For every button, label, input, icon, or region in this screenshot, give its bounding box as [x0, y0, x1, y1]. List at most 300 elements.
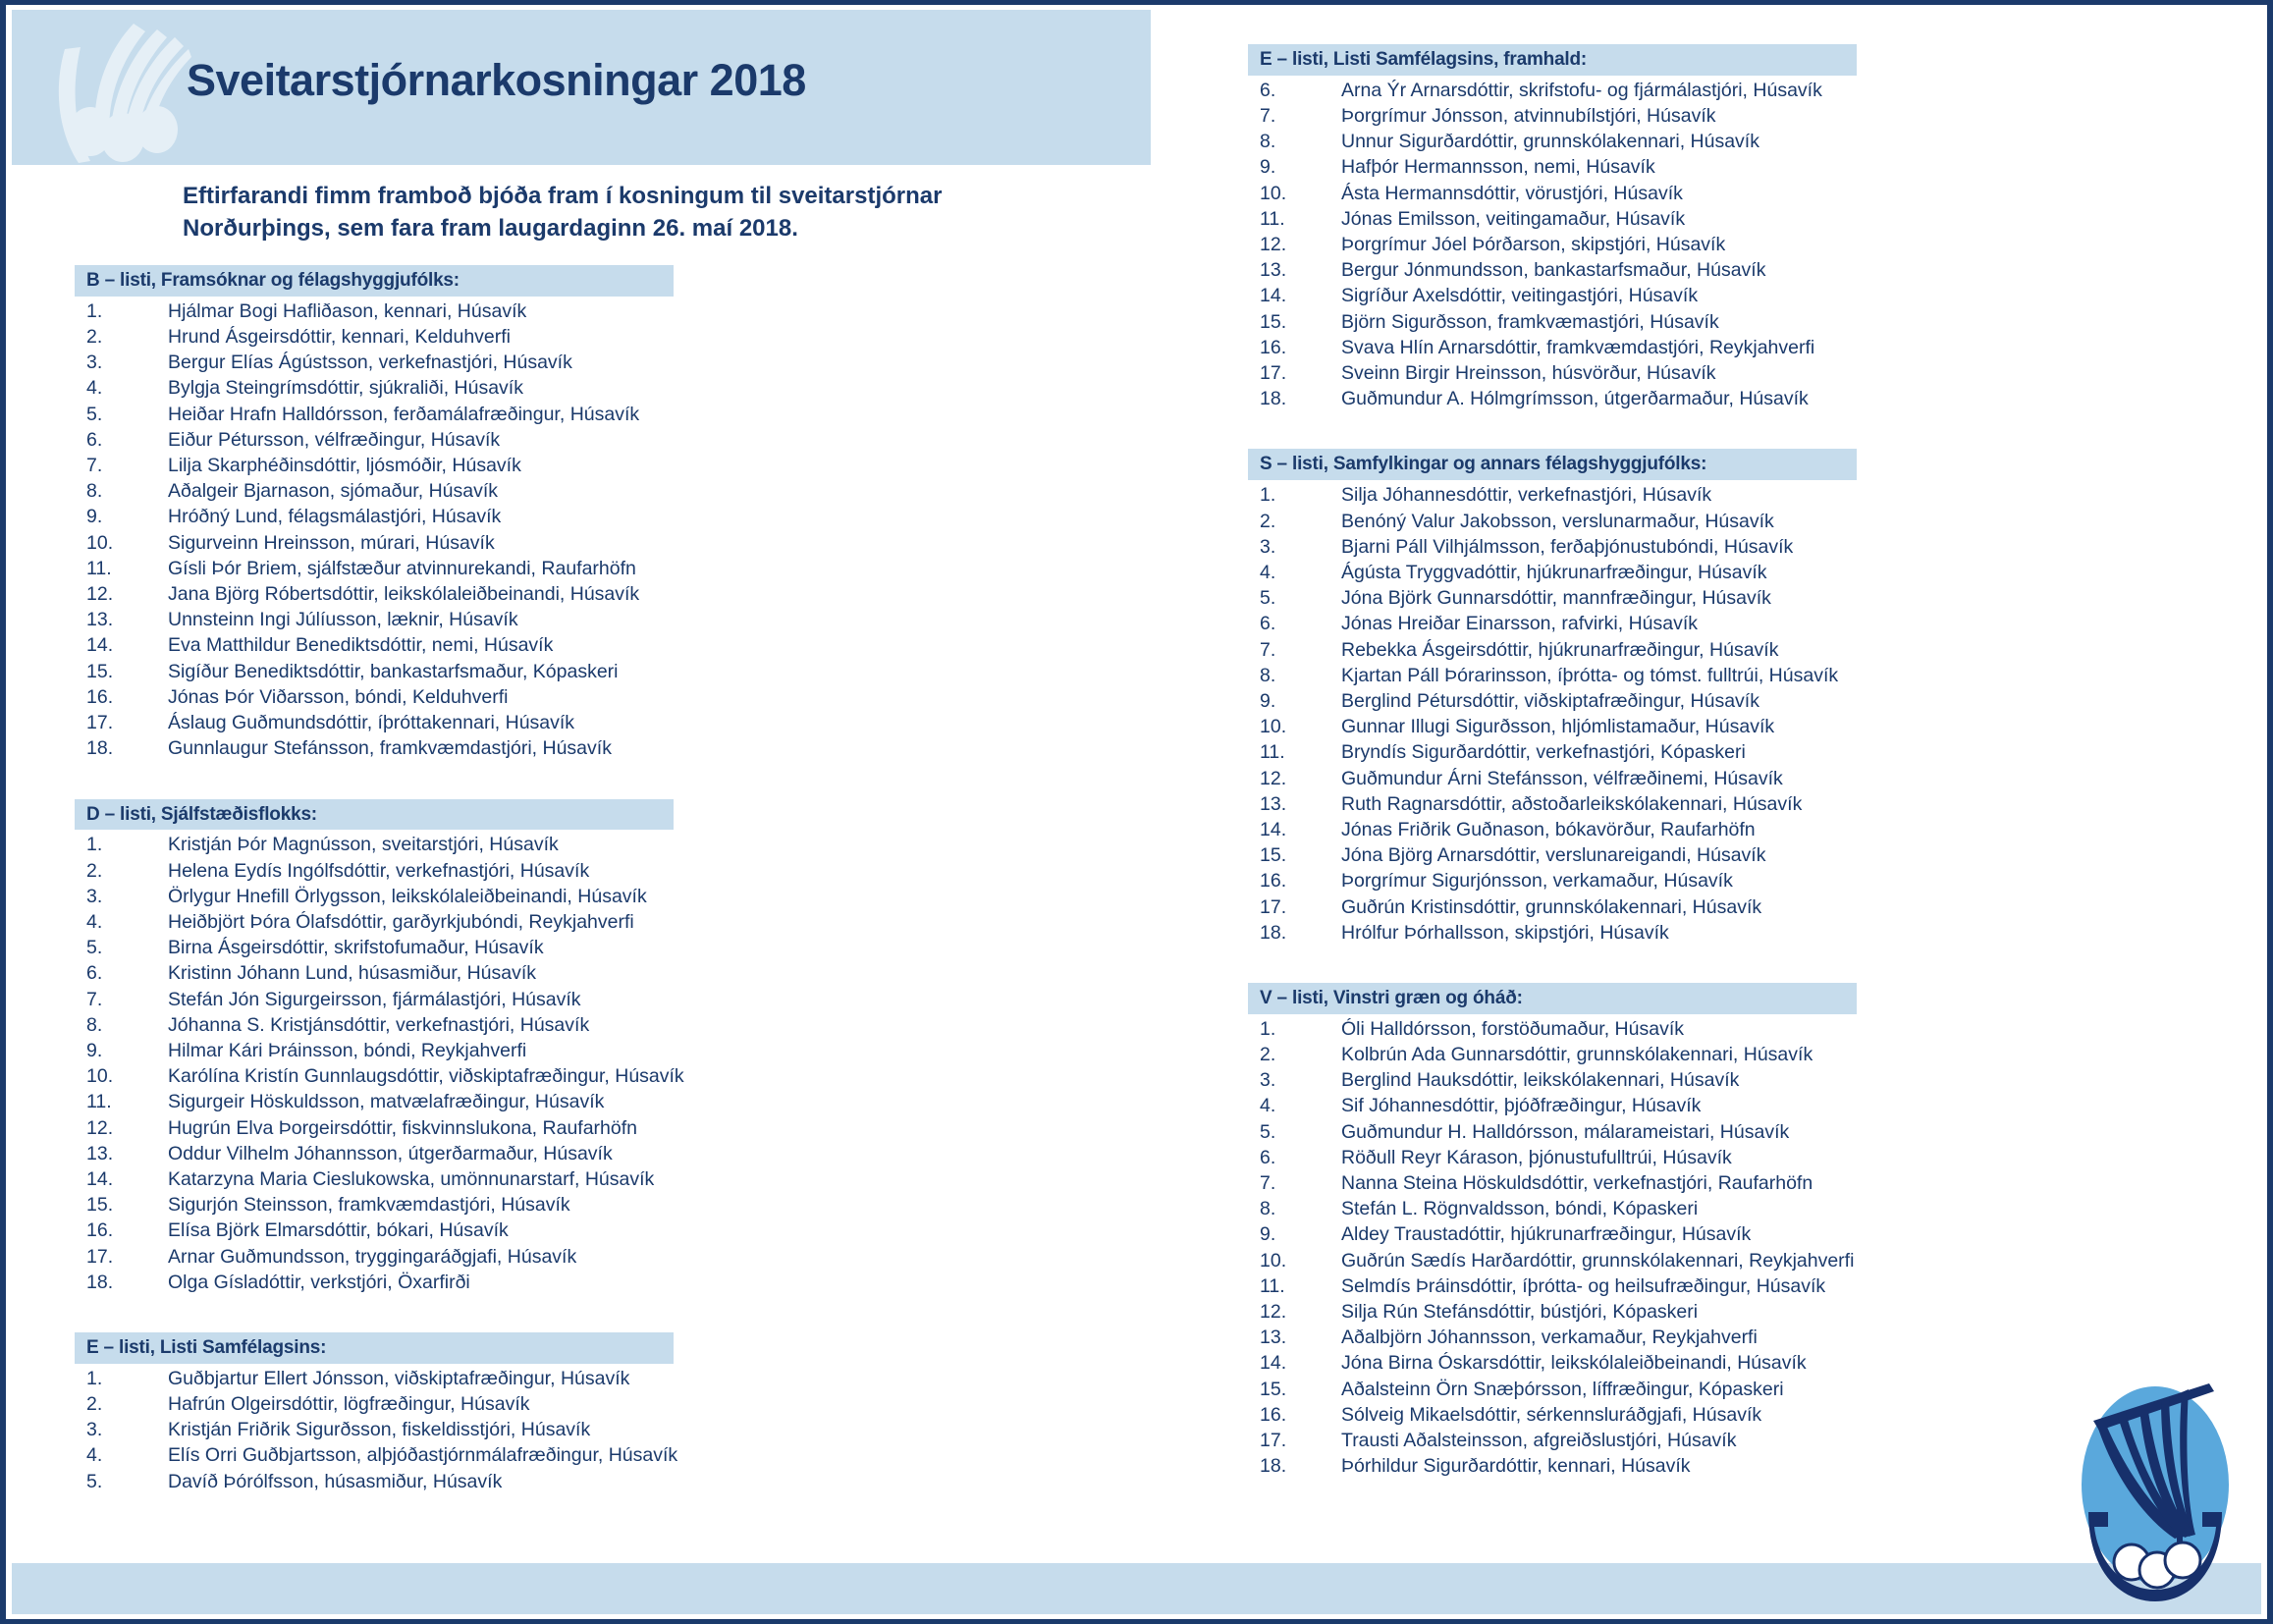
candidate-row [1248, 181, 1994, 206]
candidate-number: 16. [1260, 870, 1287, 893]
candidate-number: 15. [1260, 310, 1287, 333]
list-block-s [1248, 449, 1994, 946]
candidate-name: Guðrún Kristinsdóttir, grunnskólakennari, Húsavík [1341, 895, 1762, 918]
candidate-name: Bergur Jónmundsson, bankastarfsmaður, Húsavík [1341, 259, 1766, 282]
candidate-number: 2. [1260, 1044, 1276, 1066]
candidate-number: 7. [1260, 105, 1276, 128]
candidate-name: Kristján Þór Magnússon, sveitarstjóri, Húsavík [168, 834, 559, 856]
candidate-row [75, 632, 762, 658]
nordurthing-ship-emblem [2067, 1362, 2244, 1607]
candidate-number: 2. [1260, 510, 1276, 532]
candidate-number: 2. [86, 859, 103, 882]
candidate-number: 6. [1260, 79, 1276, 101]
candidate-list-v [1248, 1014, 1994, 1480]
candidate-row [1248, 154, 1994, 180]
candidate-number: 9. [1260, 1223, 1276, 1246]
intro-line-1: Eftirfarandi fimm framboð bjóða fram í kosningum til sveitarstjórnar [183, 183, 943, 209]
candidate-row [1248, 663, 1994, 688]
candidate-name: Elís Orri Guðbjartsson, alþjóðastjórnmálafræðingur, Húsavík [168, 1444, 678, 1467]
candidate-number: 10. [1260, 182, 1287, 204]
candidate-name: Ágústa Tryggvadóttir, hjúkrunarfræðingur, Húsavík [1341, 561, 1767, 583]
spacer-s-v [1248, 957, 1994, 983]
candidate-number: 10. [86, 1065, 114, 1088]
candidate-name: Berglind Hauksdóttir, leikskólakennari, Húsavík [1341, 1069, 1740, 1092]
candidate-row [75, 427, 762, 453]
candidate-number: 17. [1260, 895, 1287, 918]
candidate-number: 9. [86, 1039, 103, 1061]
candidate-row [75, 909, 762, 935]
candidate-row [75, 1166, 762, 1192]
candidate-row [75, 684, 762, 710]
candidate-name: Jóhanna S. Kristjánsdóttir, verkefnastjóri, Húsavík [168, 1013, 590, 1036]
candidate-name: Rebekka Ásgeirsdóttir, hjúkrunarfræðingur, Húsavík [1341, 638, 1779, 661]
candidate-number: 6. [1260, 613, 1276, 635]
candidate-row [75, 1244, 762, 1270]
nordurthing-ship-logo-watermark [20, 10, 191, 165]
candidate-row [1248, 1350, 1994, 1376]
candidate-number: 7. [1260, 638, 1276, 661]
candidate-name: Silja Rún Stefánsdóttir, bústjóri, Kópaskeri [1341, 1301, 1699, 1324]
candidate-number: 3. [86, 1419, 103, 1441]
candidate-name: Jóna Birna Óskarsdóttir, leikskólaleiðbeinandi, Húsavík [1341, 1352, 1807, 1375]
candidate-number: 1. [86, 834, 103, 856]
candidate-row [1248, 103, 1994, 129]
candidate-row [75, 607, 762, 632]
candidate-name: Kristján Friðrik Sigurðsson, fiskeldisstjóri, Húsavík [168, 1419, 591, 1441]
candidate-row [1248, 129, 1994, 154]
candidate-name: Aðalgeir Bjarnason, sjómaður, Húsavík [168, 480, 499, 503]
candidate-row [1248, 688, 1994, 714]
candidate-name: Þórhildur Sigurðardóttir, kennari, Húsavík [1341, 1455, 1691, 1478]
candidate-row [75, 1141, 762, 1166]
candidate-row [1248, 1170, 1994, 1196]
candidate-number: 7. [86, 455, 103, 477]
candidate-name: Svava Hlín Arnarsdóttir, framkvæmdastjóri, Reykjahverfi [1341, 336, 1815, 358]
candidate-row [1248, 360, 1994, 386]
candidate-number: 17. [1260, 362, 1287, 385]
candidate-row [1248, 1453, 1994, 1479]
candidate-name: Davíð Þórólfsson, húsasmiður, Húsavík [168, 1470, 503, 1492]
candidate-name: Heiðbjört Þóra Ólafsdóttir, garðyrkjubóndi, Reykjahverfi [168, 910, 634, 933]
candidate-name: Eva Matthildur Benediktsdóttir, nemi, Húsavík [168, 634, 554, 657]
candidate-number: 3. [1260, 1069, 1276, 1092]
candidate-row [1248, 283, 1994, 308]
candidate-number: 16. [86, 685, 114, 708]
candidate-number: 12. [86, 1116, 114, 1139]
candidate-name: Guðrún Sædís Harðardóttir, grunnskólakennari, Reykjahverfi [1341, 1249, 1855, 1272]
candidate-row [1248, 739, 1994, 765]
page-title: Sveitarstjórnarkosningar 2018 [187, 55, 806, 105]
candidate-name: Olga Gísladóttir, verkstjóri, Öxarfirði [168, 1271, 470, 1293]
candidate-row [1248, 309, 1994, 335]
candidate-number: 13. [1260, 1326, 1287, 1349]
candidate-row [1248, 1299, 1994, 1325]
candidate-name: Hróðný Lund, félagsmálastjóri, Húsavík [168, 506, 502, 528]
candidate-number: 4. [1260, 1095, 1276, 1117]
candidate-name: Bylgja Steingrímsdóttir, sjúkraliði, Húsavík [168, 377, 523, 400]
candidate-number: 18. [86, 1271, 114, 1293]
candidate-name: Stefán Jón Sigurgeirsson, fjármálastjóri, Húsavík [168, 988, 581, 1010]
candidate-row [1248, 1145, 1994, 1170]
candidate-row [1248, 1093, 1994, 1118]
candidate-number: 5. [86, 403, 103, 425]
candidate-name: Röðull Reyr Kárason, þjónustufulltrúi, Húsavík [1341, 1146, 1732, 1168]
candidate-number: 1. [1260, 1017, 1276, 1040]
candidate-name: Aðalbjörn Jóhannsson, verkamaður, Reykjahverfi [1341, 1326, 1758, 1349]
candidate-row [1248, 920, 1994, 946]
candidate-name: Gísli Þór Briem, sjálfstæður atvinnurekandi, Raufarhöfn [168, 557, 636, 579]
candidate-name: Kolbrún Ada Gunnarsdóttir, grunnskólakennari, Húsavík [1341, 1044, 1813, 1066]
candidate-name: Unnur Sigurðardóttir, grunnskólakennari, Húsavík [1341, 131, 1759, 153]
candidate-name: Arnar Guðmundsson, tryggingaráðgjafi, Húsavík [168, 1245, 577, 1268]
candidate-number: 13. [86, 1142, 114, 1164]
list-header-d: D – listi, Sjálfstæðisflokks: [75, 799, 674, 831]
candidate-name: Bryndís Sigurðardóttir, verkefnastjóri, Kópaskeri [1341, 741, 1746, 764]
candidate-list-s [1248, 480, 1994, 946]
candidate-number: 11. [86, 557, 112, 579]
candidate-number: 1. [1260, 484, 1276, 507]
candidate-row [75, 581, 762, 607]
candidate-name: Guðmundur Árni Stefánsson, vélfræðinemi, Húsavík [1341, 767, 1783, 789]
candidate-number: 16. [1260, 336, 1287, 358]
list-block-v [1248, 983, 1994, 1480]
candidate-row [75, 453, 762, 478]
list-header-e: E – listi, Listi Samfélagsins: [75, 1332, 674, 1364]
candidate-row [75, 987, 762, 1012]
candidate-row [75, 1063, 762, 1089]
header-band [12, 10, 1151, 165]
candidate-row [75, 659, 762, 684]
candidate-number: 17. [86, 712, 114, 734]
candidate-row [75, 556, 762, 581]
spacer-b-d [75, 774, 762, 799]
candidate-row [75, 530, 762, 556]
candidate-name: Birna Ásgeirsdóttir, skrifstofumaður, Húsavík [168, 937, 544, 959]
candidate-name: Þorgrímur Jóel Þórðarson, skipstjóri, Húsavík [1341, 234, 1726, 256]
right-column [1248, 44, 1994, 1490]
candidate-row [1248, 232, 1994, 257]
left-column [75, 265, 762, 1506]
candidate-name: Aldey Traustadóttir, hjúkrunarfræðingur, Húsavík [1341, 1223, 1752, 1246]
candidate-name: Nanna Steina Höskuldsdóttir, verkefnastjóri, Raufarhöfn [1341, 1172, 1813, 1195]
candidate-number: 8. [1260, 131, 1276, 153]
candidate-name: Hrólfur Þórhallsson, skipstjóri, Húsavík [1341, 921, 1669, 944]
candidate-name: Sigurjón Steinsson, framkvæmdastjóri, Húsavík [168, 1194, 570, 1217]
candidate-name: Jónas Hreiðar Einarsson, rafvirki, Húsavík [1341, 613, 1699, 635]
candidate-name: Sigurgeir Höskuldsson, matvælafræðingur, Húsavík [168, 1091, 605, 1113]
intro-line-2: Norðurþings, sem fara fram laugardaginn 26. maí 2018. [183, 215, 798, 243]
candidate-row [75, 350, 762, 375]
candidate-number: 14. [86, 634, 114, 657]
candidate-name: Bjarni Páll Vilhjálmsson, ferðaþjónustubóndi, Húsavík [1341, 535, 1794, 558]
candidate-row [75, 1038, 762, 1063]
candidate-number: 15. [1260, 1378, 1287, 1400]
candidate-row [1248, 714, 1994, 739]
candidate-row [75, 1391, 762, 1417]
candidate-number: 10. [1260, 716, 1287, 738]
candidate-name: Hugrún Elva Þorgeirsdóttir, fiskvinnslukona, Raufarhöfn [168, 1116, 637, 1139]
candidate-row [1248, 842, 1994, 868]
candidate-row [75, 478, 762, 504]
candidate-row [1248, 1273, 1994, 1299]
candidate-number: 15. [86, 1194, 114, 1217]
candidate-row [75, 1417, 762, 1442]
list-header-s: S – listi, Samfylkingar og annars félagshyggjufólks: [1248, 449, 1857, 480]
candidate-number: 17. [86, 1245, 114, 1268]
intro-paragraph [183, 180, 988, 244]
candidate-number: 5. [1260, 1120, 1276, 1143]
candidate-row [75, 710, 762, 735]
candidate-name: Jóna Björg Arnarsdóttir, verslunareigandi, Húsavík [1341, 844, 1766, 867]
candidate-row [1248, 386, 1994, 411]
candidate-row [1248, 817, 1994, 842]
candidate-name: Þorgrímur Jónsson, atvinnubílstjóri, Húsavík [1341, 105, 1716, 128]
candidate-row [1248, 585, 1994, 611]
candidate-name: Jónas Þór Viðarsson, bóndi, Kelduhverfi [168, 685, 509, 708]
candidate-name: Sif Jóhannesdóttir, þjóðfræðingur, Húsavík [1341, 1095, 1702, 1117]
list-block-e [75, 1332, 762, 1494]
candidate-row [1248, 1377, 1994, 1402]
candidate-row [1248, 560, 1994, 585]
candidate-number: 12. [86, 583, 114, 606]
candidate-name: Bergur Elías Ágústsson, verkefnastjóri, Húsavík [168, 352, 572, 374]
candidate-row [1248, 1428, 1994, 1453]
candidate-row [1248, 335, 1994, 360]
candidate-number: 4. [86, 1444, 103, 1467]
candidate-number: 15. [86, 660, 114, 682]
candidate-number: 10. [86, 531, 114, 554]
candidate-name: Guðmundur H. Halldórsson, málarameistari, Húsavík [1341, 1120, 1790, 1143]
candidate-number: 14. [86, 1167, 114, 1190]
candidate-row [1248, 1196, 1994, 1221]
candidate-number: 14. [1260, 1352, 1287, 1375]
candidate-list-e-framhald [1248, 76, 1994, 412]
candidate-row [75, 735, 762, 761]
candidate-number: 7. [86, 988, 103, 1010]
candidate-row [1248, 637, 1994, 663]
candidate-name: Arna Ýr Arnarsdóttir, skrifstofu- og fjármálastjóri, Húsavík [1341, 79, 1822, 101]
candidate-name: Aðalsteinn Örn Snæþórsson, líffræðingur, Kópaskeri [1341, 1378, 1784, 1400]
candidate-name: Jana Björg Róbertsdóttir, leikskólaleiðbeinandi, Húsavík [168, 583, 640, 606]
candidate-name: Berglind Pétursdóttir, viðskiptafræðingur, Húsavík [1341, 689, 1759, 712]
candidate-name: Katarzyna Maria Cieslukowska, umönnunarstarf, Húsavík [168, 1167, 655, 1190]
candidate-number: 4. [86, 377, 103, 400]
candidate-row [1248, 868, 1994, 893]
candidate-number: 8. [1260, 1198, 1276, 1220]
candidate-row [1248, 1248, 1994, 1273]
candidate-number: 2. [86, 326, 103, 349]
candidate-list-d [75, 830, 762, 1295]
candidate-row [75, 1218, 762, 1243]
candidate-row [75, 832, 762, 857]
candidate-number: 4. [86, 910, 103, 933]
candidate-number: 8. [86, 1013, 103, 1036]
candidate-number: 1. [86, 299, 103, 322]
candidate-number: 12. [1260, 1301, 1287, 1324]
candidate-row [75, 324, 762, 350]
candidate-row [75, 884, 762, 909]
candidate-number: 18. [1260, 1455, 1287, 1478]
spacer-e-s [1248, 423, 1994, 449]
candidate-row [75, 858, 762, 884]
candidate-number: 14. [1260, 818, 1287, 840]
candidate-name: Eiður Pétursson, vélfræðingur, Húsavík [168, 428, 501, 451]
candidate-name: Hjálmar Bogi Hafliðason, kennari, Húsavík [168, 299, 527, 322]
candidate-name: Gunnlaugur Stefánsson, framkvæmdastjóri, Húsavík [168, 737, 612, 760]
candidate-name: Kristinn Jóhann Lund, húsasmiður, Húsavík [168, 962, 537, 985]
candidate-number: 3. [86, 352, 103, 374]
candidate-number: 18. [1260, 921, 1287, 944]
candidate-row [75, 1089, 762, 1114]
candidate-row [75, 375, 762, 401]
candidate-number: 18. [1260, 388, 1287, 410]
footer-band [12, 1563, 2261, 1614]
candidate-row [1248, 534, 1994, 560]
candidate-number: 8. [1260, 664, 1276, 686]
candidate-name: Sigurveinn Hreinsson, múrari, Húsavík [168, 531, 495, 554]
candidate-row [75, 1442, 762, 1468]
candidate-name: Guðmundur A. Hólmgrímsson, útgerðarmaður, Húsavík [1341, 388, 1809, 410]
candidate-name: Unnsteinn Ingi Júlíusson, læknir, Húsavík [168, 609, 518, 631]
candidate-number: 14. [1260, 285, 1287, 307]
candidate-row [75, 1366, 762, 1391]
list-header-e-framhald: E – listi, Listi Samfélagsins, framhald: [1248, 44, 1857, 76]
candidate-number: 4. [1260, 561, 1276, 583]
candidate-row [1248, 894, 1994, 920]
candidate-name: Sólveig Mikaelsdóttir, sérkennsluráðgjafi, Húsavík [1341, 1403, 1762, 1426]
candidate-name: Björn Sigurðsson, framkvæmastjóri, Húsavík [1341, 310, 1719, 333]
candidate-row [1248, 1221, 1994, 1247]
candidate-row [1248, 257, 1994, 283]
candidate-number: 11. [1260, 207, 1285, 230]
candidate-number: 11. [1260, 741, 1285, 764]
candidate-name: Ásta Hermannsdóttir, vörustjóri, Húsavík [1341, 182, 1683, 204]
candidate-name: Ruth Ragnarsdóttir, aðstoðarleikskólakennari, Húsavík [1341, 792, 1803, 815]
candidate-name: Selmdís Þráinsdóttir, íþrótta- og heilsufræðingur, Húsavík [1341, 1274, 1826, 1297]
candidate-row [75, 1270, 762, 1295]
candidate-number: 16. [1260, 1403, 1287, 1426]
candidate-number: 1. [86, 1367, 103, 1389]
candidate-name: Hrund Ásgeirsdóttir, kennari, Kelduhverfi [168, 326, 512, 349]
candidate-number: 7. [1260, 1172, 1276, 1195]
candidate-number: 6. [86, 962, 103, 985]
candidate-number: 8. [86, 480, 103, 503]
candidate-name: Óli Halldórsson, forstöðumaður, Húsavík [1341, 1017, 1684, 1040]
spacer-d-e [75, 1307, 762, 1332]
candidate-name: Sveinn Birgir Hreinsson, húsvörður, Húsavík [1341, 362, 1716, 385]
candidate-row [1248, 206, 1994, 232]
list-header-v: V – listi, Vinstri græn og óháð: [1248, 983, 1857, 1014]
candidate-number: 6. [1260, 1146, 1276, 1168]
candidate-number: 9. [1260, 689, 1276, 712]
candidate-name: Áslaug Guðmundsdóttir, íþróttakennari, Húsavík [168, 712, 575, 734]
candidate-number: 13. [86, 609, 114, 631]
candidate-name: Benóný Valur Jakobsson, verslunarmaður, Húsavík [1341, 510, 1774, 532]
candidate-name: Trausti Aðalsteinsson, afgreiðslustjóri, Húsavík [1341, 1430, 1737, 1452]
candidate-number: 10. [1260, 1249, 1287, 1272]
candidate-name: Jónas Friðrik Guðnason, bókavörður, Raufarhöfn [1341, 818, 1756, 840]
candidate-name: Sigíður Benediktsdóttir, bankastarfsmaður, Kópaskeri [168, 660, 619, 682]
candidate-number: 11. [86, 1091, 112, 1113]
candidate-name: Hafrún Olgeirsdóttir, lögfræðingur, Húsavík [168, 1393, 530, 1416]
candidate-name: Sigríður Axelsdóttir, veitingastjóri, Húsavík [1341, 285, 1699, 307]
candidate-number: 16. [86, 1219, 114, 1242]
candidate-number: 5. [86, 937, 103, 959]
candidate-name: Lilja Skarphéðinsdóttir, ljósmóðir, Húsavík [168, 455, 521, 477]
list-header-b: B – listi, Framsóknar og félagshyggjufólks: [75, 265, 674, 297]
candidate-row [75, 1012, 762, 1038]
candidate-number: 9. [86, 506, 103, 528]
candidate-number: 3. [1260, 535, 1276, 558]
candidate-name: Heiðar Hrafn Halldórsson, ferðamálafræðingur, Húsavík [168, 403, 640, 425]
candidate-row [75, 402, 762, 427]
candidate-name: Jónas Emilsson, veitingamaður, Húsavík [1341, 207, 1686, 230]
candidate-row [1248, 1325, 1994, 1350]
candidate-name: Helena Eydís Ingólfsdóttir, verkefnastjóri, Húsavík [168, 859, 590, 882]
candidate-row [1248, 482, 1994, 508]
candidate-row [1248, 766, 1994, 791]
candidate-list-e [75, 1364, 762, 1494]
candidate-row [75, 1115, 762, 1141]
list-block-e-framhald [1248, 44, 1994, 411]
candidate-number: 5. [86, 1470, 103, 1492]
candidate-name: Oddur Vilhelm Jóhannsson, útgerðarmaður, Húsavík [168, 1142, 613, 1164]
candidate-row [1248, 611, 1994, 636]
candidate-name: Örlygur Hnefill Örlygsson, leikskólaleiðbeinandi, Húsavík [168, 885, 647, 907]
candidate-row [1248, 78, 1994, 103]
candidate-number: 3. [86, 885, 103, 907]
candidate-row [1248, 1402, 1994, 1428]
candidate-name: Gunnar Illugi Sigurðsson, hljómlistamaður, Húsavík [1341, 716, 1775, 738]
candidate-row [75, 504, 762, 529]
candidate-name: Þorgrímur Sigurjónsson, verkamaður, Húsavík [1341, 870, 1733, 893]
candidate-number: 5. [1260, 587, 1276, 610]
candidate-row [1248, 1067, 1994, 1093]
candidate-name: Hilmar Kári Þráinsson, bóndi, Reykjahverfi [168, 1039, 527, 1061]
candidate-name: Karólína Kristín Gunnlaugsdóttir, viðskiptafræðingur, Húsavík [168, 1065, 684, 1088]
candidate-number: 6. [86, 428, 103, 451]
candidate-number: 13. [1260, 259, 1287, 282]
candidate-name: Elísa Björk Elmarsdóttir, bókari, Húsavík [168, 1219, 509, 1242]
candidate-number: 2. [86, 1393, 103, 1416]
candidate-row [75, 1469, 762, 1494]
candidate-row [1248, 1016, 1994, 1042]
candidate-number: 18. [86, 737, 114, 760]
candidate-row [1248, 509, 1994, 534]
candidate-name: Guðbjartur Ellert Jónsson, viðskiptafræðingur, Húsavík [168, 1367, 630, 1389]
candidate-name: Jóna Björk Gunnarsdóttir, mannfræðingur, Húsavík [1341, 587, 1771, 610]
candidate-number: 11. [1260, 1274, 1285, 1297]
candidate-name: Silja Jóhannesdóttir, verkefnastjóri, Húsavík [1341, 484, 1712, 507]
candidate-number: 15. [1260, 844, 1287, 867]
candidate-row [75, 960, 762, 986]
candidate-number: 13. [1260, 792, 1287, 815]
list-block-d [75, 799, 762, 1296]
list-block-b [75, 265, 762, 762]
candidate-number: 17. [1260, 1430, 1287, 1452]
candidate-number: 12. [1260, 234, 1287, 256]
candidate-name: Kjartan Páll Þórarinsson, íþrótta- og tómst. fulltrúi, Húsavík [1341, 664, 1839, 686]
candidate-number: 9. [1260, 156, 1276, 179]
candidate-number: 12. [1260, 767, 1287, 789]
candidate-name: Hafþór Hermannsson, nemi, Húsavík [1341, 156, 1655, 179]
candidate-row [75, 935, 762, 960]
candidate-row [1248, 1119, 1994, 1145]
candidate-row [1248, 1042, 1994, 1067]
candidate-row [75, 298, 762, 324]
candidate-name: Stefán L. Rögnvaldsson, bóndi, Kópaskeri [1341, 1198, 1699, 1220]
candidate-row [75, 1192, 762, 1218]
